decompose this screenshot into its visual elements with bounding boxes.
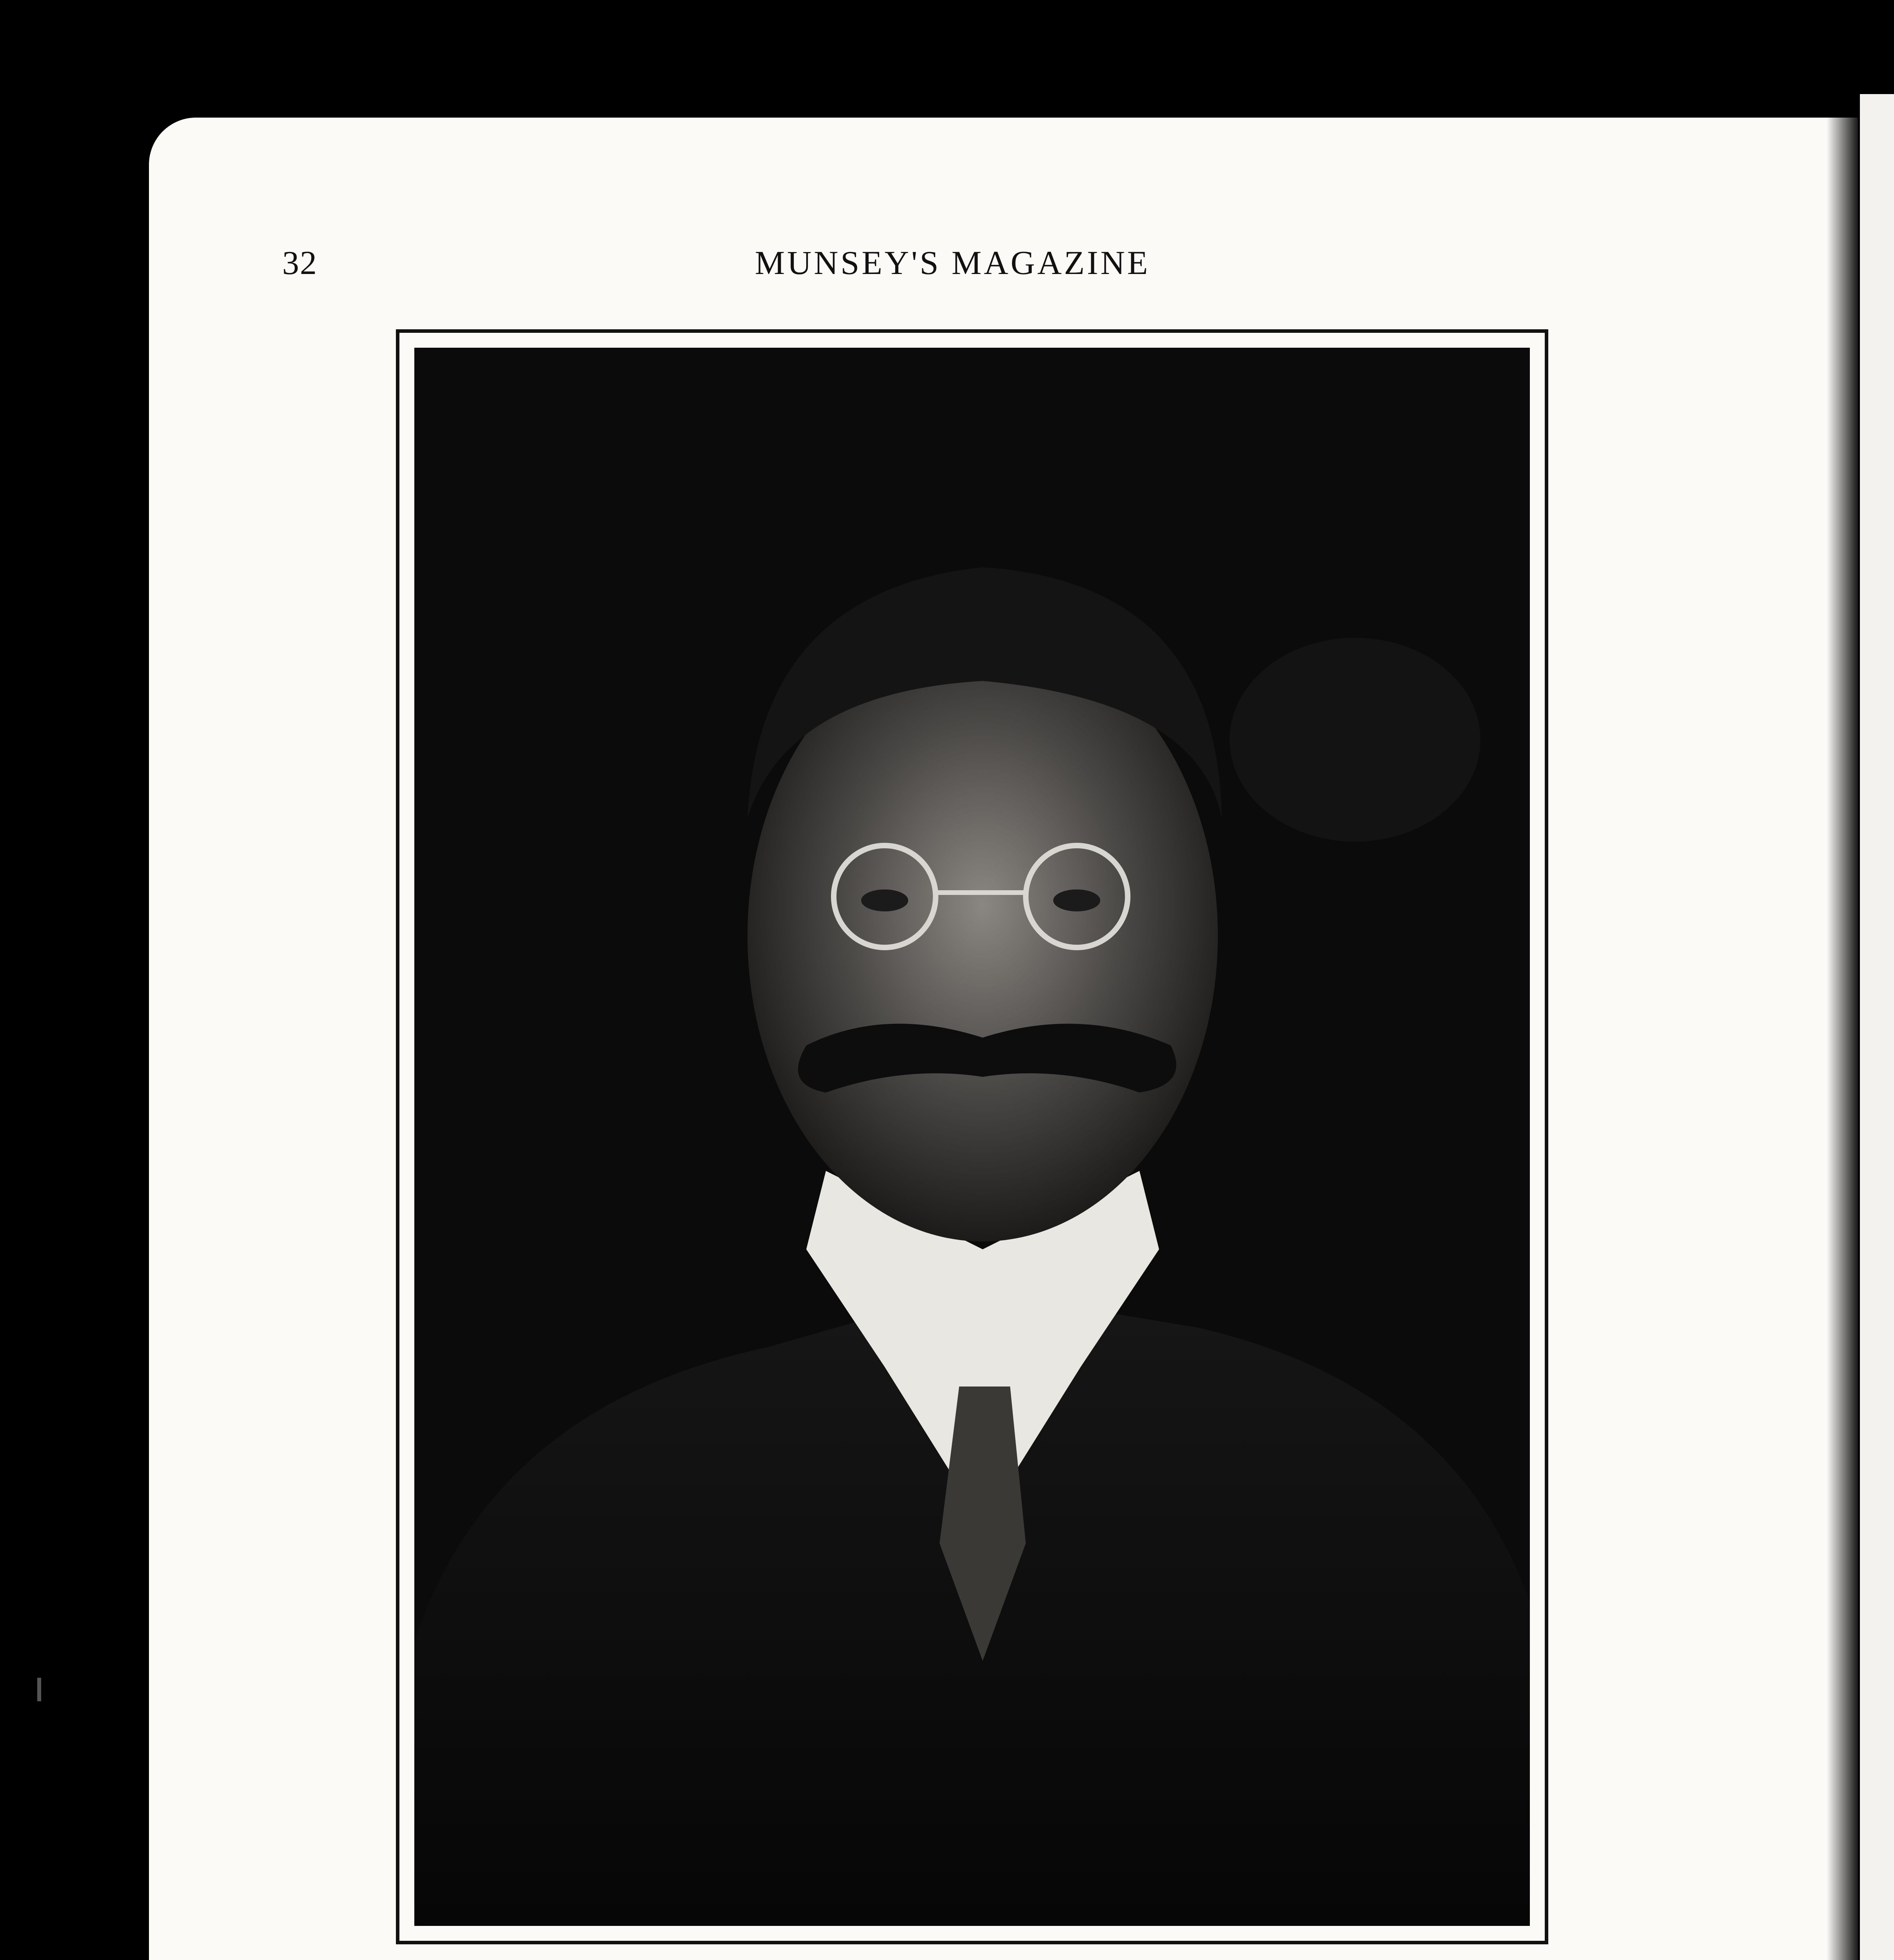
page-number: 32 (282, 244, 317, 281)
portrait-illustration (414, 348, 1530, 1926)
page-header (282, 243, 1623, 290)
portrait-frame (396, 329, 1548, 1944)
portrait-photograph (414, 348, 1530, 1926)
margin-mark (37, 1678, 41, 1701)
running-head: MUNSEY'S MAGAZINE (755, 244, 1150, 281)
facing-page-edge (1860, 94, 1894, 1960)
